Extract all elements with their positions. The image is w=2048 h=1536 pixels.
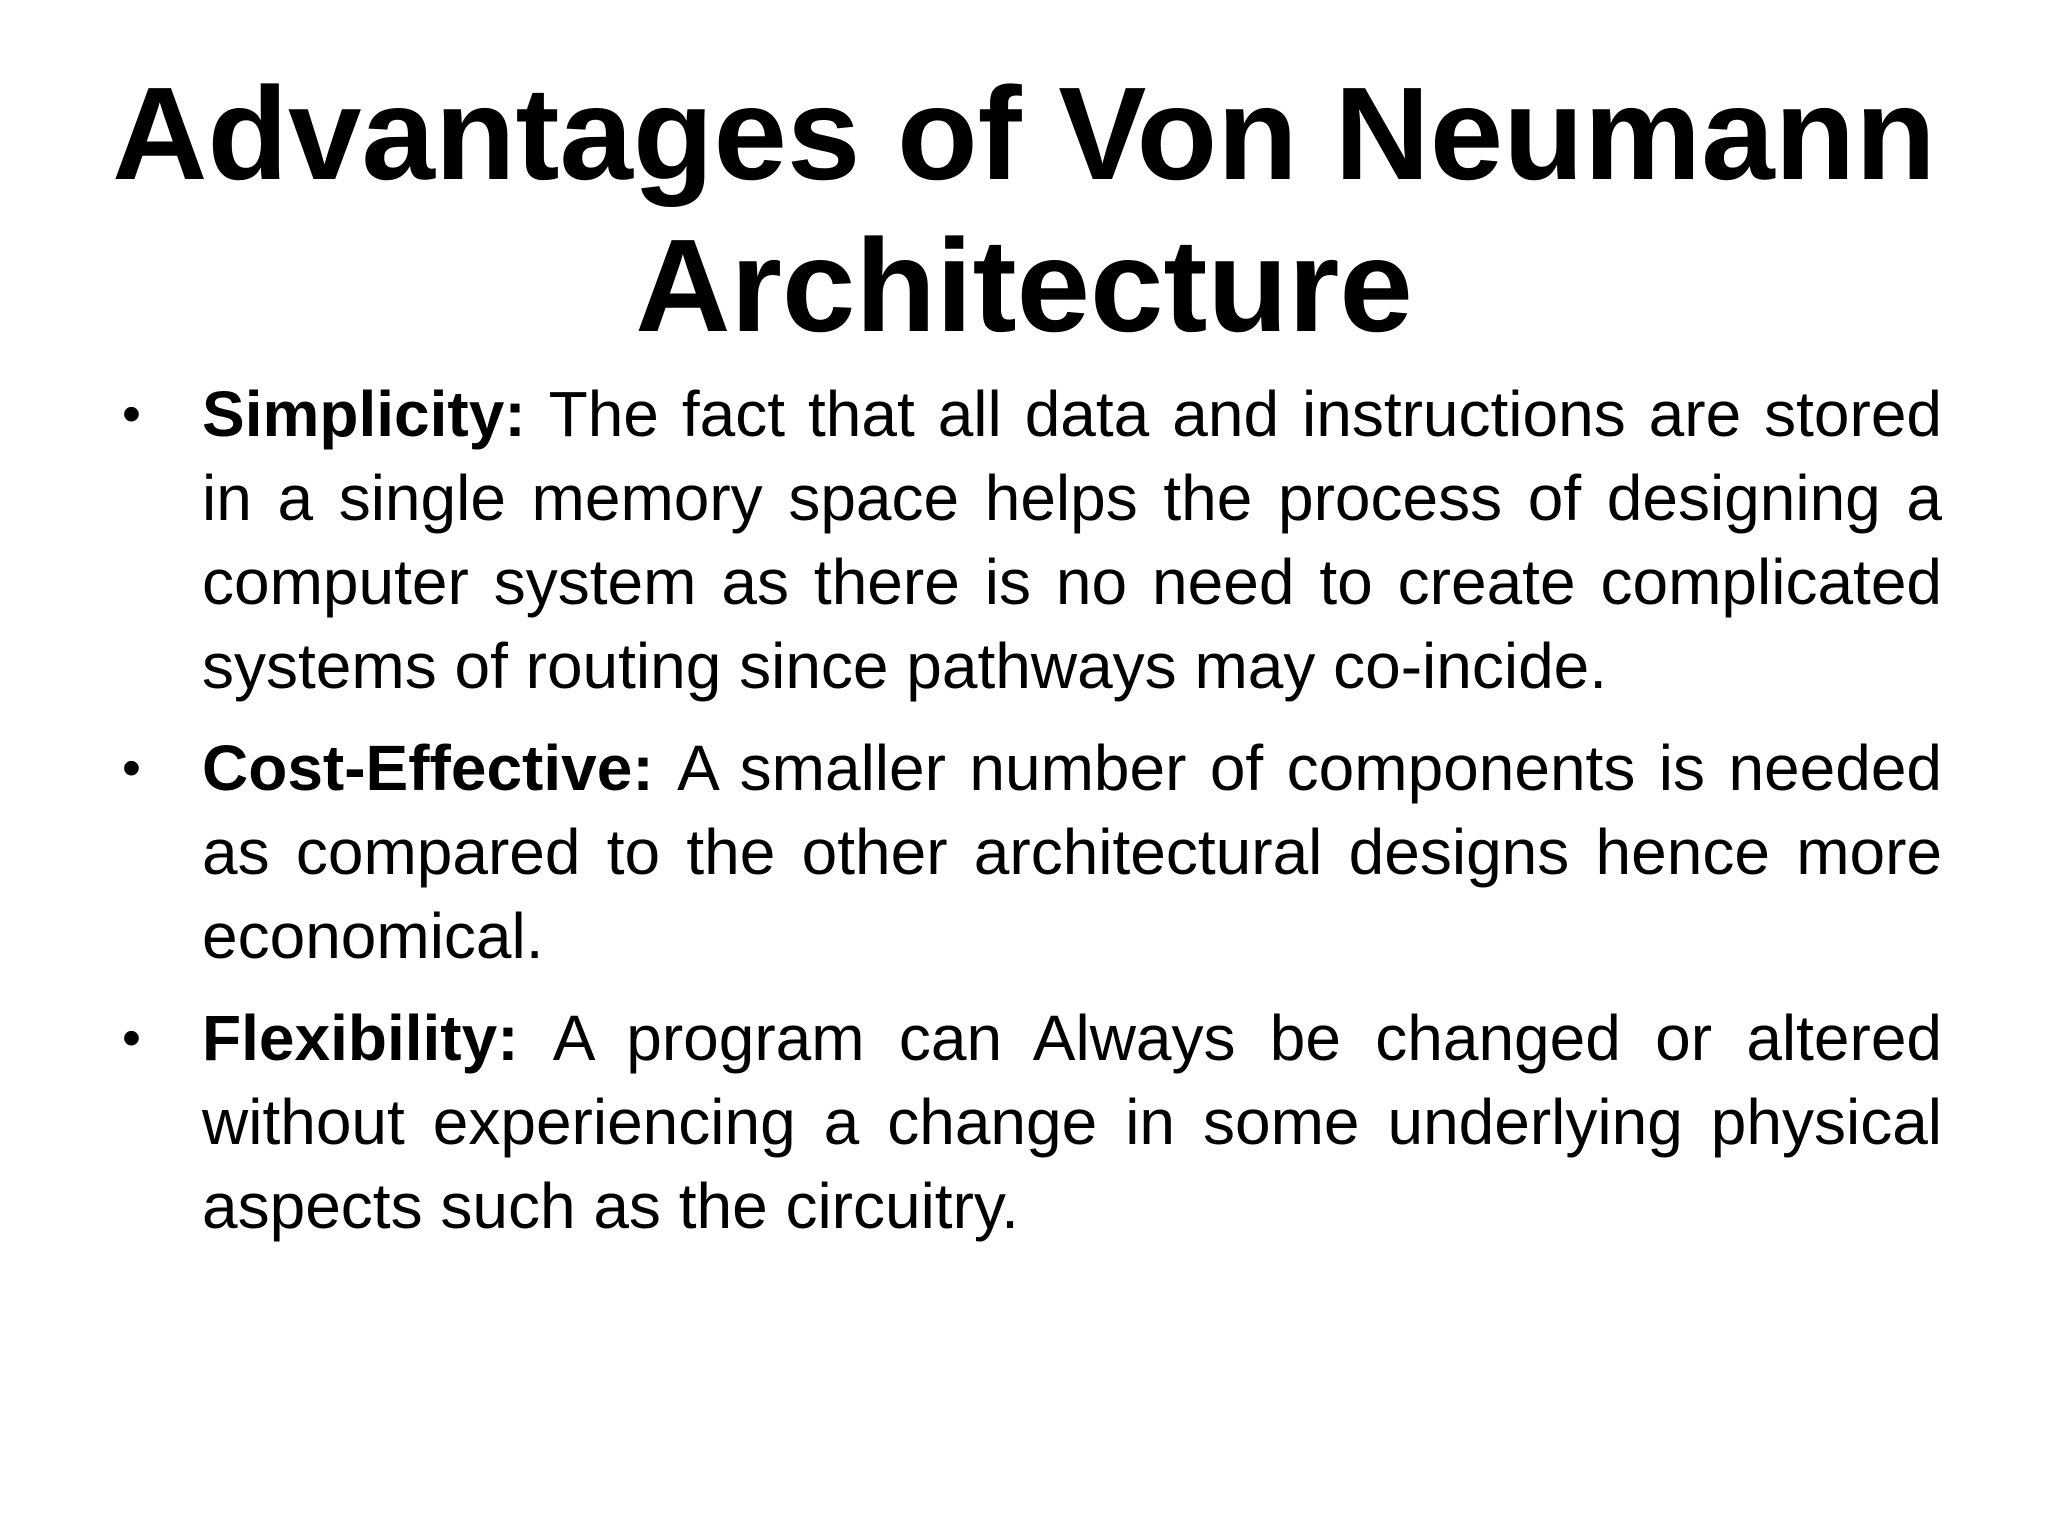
bullet-text: The fact that all data and instructions are stored in a single memory space helps the process of designing a computer system as there is no need to create complicated systems of routing since pathways may co-incide. bbox=[202, 378, 1943, 702]
bullet-point-icon: • bbox=[122, 1008, 141, 1068]
bullet-text: A program can Always be changed or altered without experiencing a change in some underlying physical aspects such as the circuitry. bbox=[202, 1002, 1943, 1242]
bullet-point-icon: • bbox=[122, 384, 141, 444]
bullet-flexibility bbox=[122, 996, 1942, 1248]
bullet-simplicity bbox=[122, 372, 1942, 708]
bullet-heading: Flexibility: bbox=[202, 1002, 553, 1074]
bullet-cost-effective bbox=[122, 726, 1942, 978]
slide-title: Advantages of Von Neumann Architecture bbox=[112, 60, 1936, 359]
bullet-point-icon: • bbox=[122, 738, 141, 798]
bullet-text: A smaller number of components is needed as compared to the other architectural designs hence more economical. bbox=[202, 732, 1943, 972]
bullet-heading: Cost-Effective: bbox=[202, 732, 678, 804]
advantages-list bbox=[122, 372, 1942, 1266]
bullet-heading: Simplicity: bbox=[202, 378, 549, 450]
